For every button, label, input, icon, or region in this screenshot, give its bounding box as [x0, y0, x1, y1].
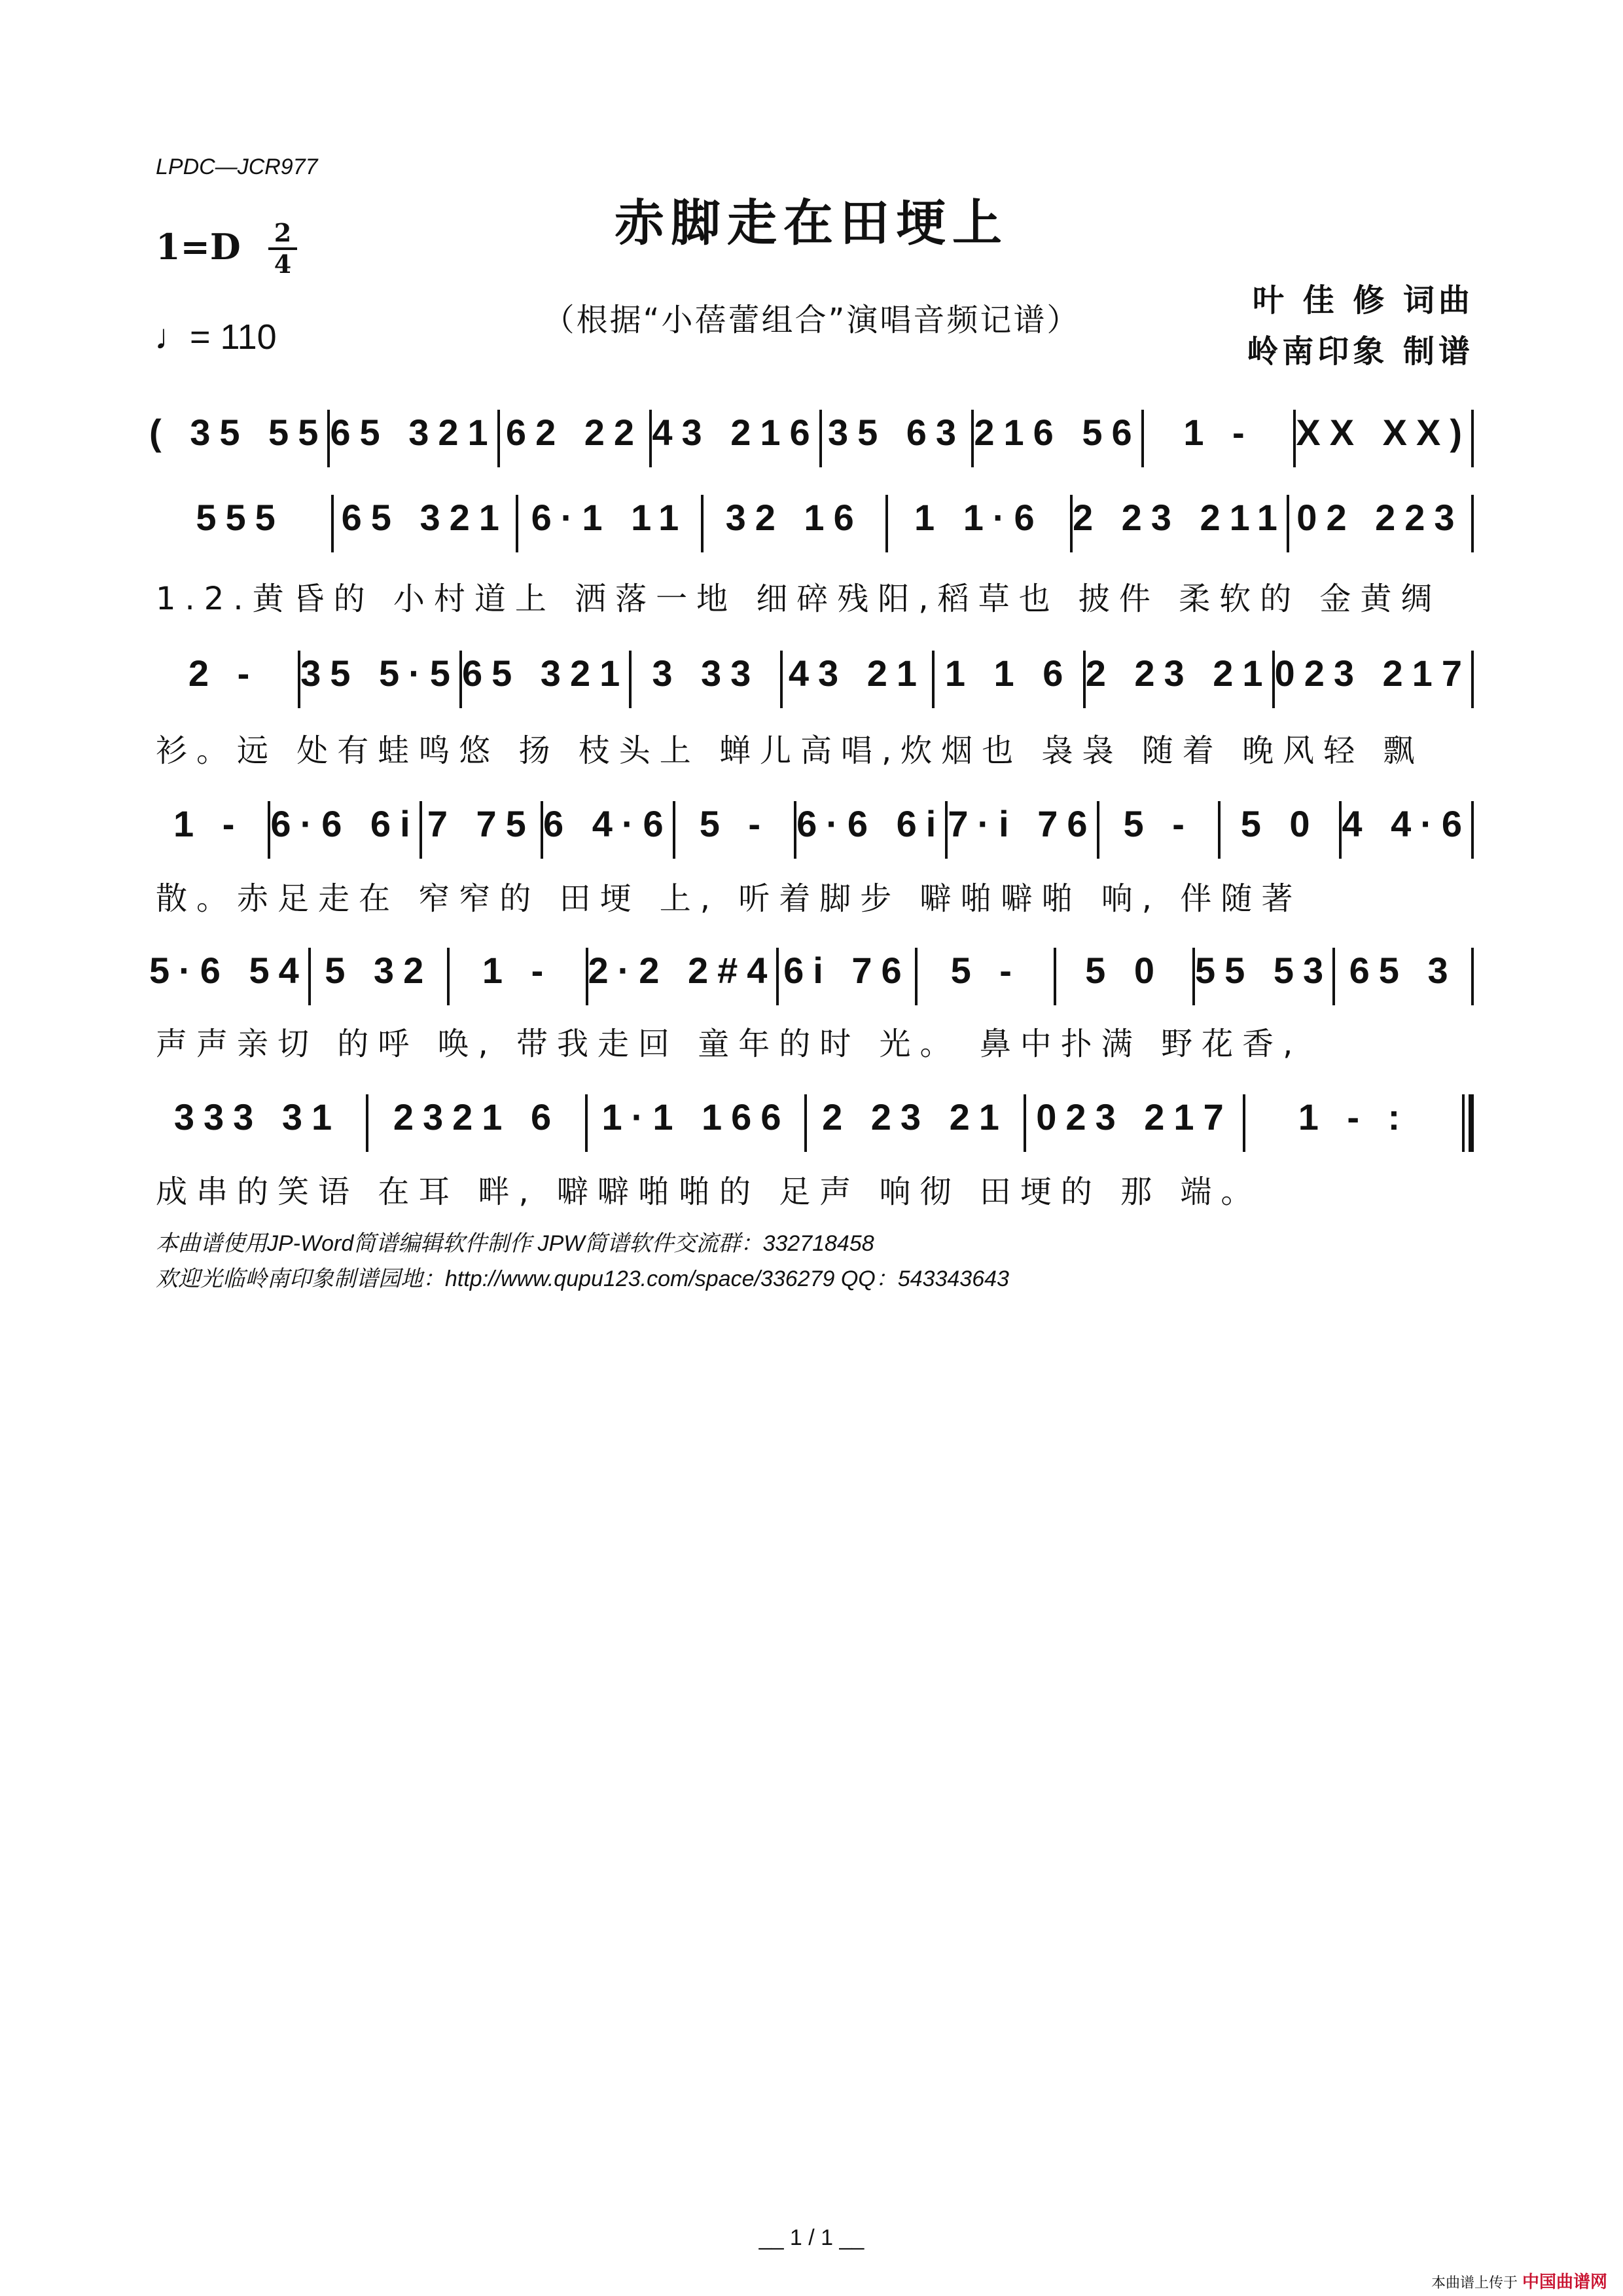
footer-website-note: 欢迎光临岭南印象制谱园地：http://www.qupu123.com/space/336279 QQ：543343643: [156, 1266, 1009, 1291]
lyrics-row-3: 衫。远 处有蛙鸣悠 扬 枝头上 蝉儿高唱,炊烟也 袅袅 随着 晚风轻 飘: [156, 732, 1424, 769]
barline: [1471, 948, 1474, 1005]
measure: 6·6 6i: [796, 803, 946, 844]
measure: 2 23 21: [1085, 653, 1272, 694]
barline: [1471, 801, 1474, 859]
score-row-2: [149, 490, 1474, 555]
measure: 1·1 166: [601, 1096, 791, 1138]
page-number: __ 1 / 1 __: [758, 2225, 865, 2250]
measure: 65 321: [461, 653, 630, 694]
upload-credit: [1431, 2269, 1607, 2293]
measure: 02 223: [1296, 497, 1464, 538]
measure: XX XX): [1296, 412, 1472, 453]
score-code: LPDC—JCR977: [156, 154, 318, 179]
song-title: 赤脚走在田埂上: [615, 194, 1008, 252]
upload-brand: 中国曲谱网: [1522, 2272, 1607, 2292]
score-row-6: [149, 1089, 1474, 1155]
measure: 2 23 21: [822, 1096, 1008, 1138]
measure: 35 5·5: [300, 653, 459, 694]
measure: 4 4·6: [1342, 803, 1471, 844]
score-row-1: [149, 404, 1474, 470]
measure: 555: [196, 497, 285, 538]
barline: [1471, 651, 1474, 708]
measure: 333 31: [173, 1096, 342, 1138]
measure: 1 1·6: [914, 497, 1044, 538]
measure: 5 -: [950, 950, 1021, 991]
measure: 5 0: [1240, 803, 1319, 844]
footer-software-note: 本曲谱使用JP-Word简谱编辑软件制作 JPW简谱软件交流群：332718458: [156, 1231, 874, 1256]
measure: 2 23 211: [1072, 497, 1287, 538]
measure: 216 56: [974, 412, 1141, 453]
measure: 6·6 6i: [270, 803, 419, 844]
lyrics-row-4: 散。赤足走在 窄窄的 田埂 上, 听着脚步 噼啪噼啪 响, 伴随著: [156, 880, 1302, 917]
subtitle: （根据“小蓓蕾组合”演唱音频记谱）: [543, 302, 1080, 338]
final-repeat-barline: [1462, 1094, 1474, 1152]
measure: 5 -: [699, 803, 770, 844]
measure: 1 -: [173, 803, 244, 844]
lyrics-row-6: 成串的笑语 在耳 畔, 噼噼啪啪的 足声 响彻 田埂的 那 端。: [156, 1174, 1262, 1210]
barline: [1471, 495, 1474, 552]
measure: ( 35 55: [149, 412, 328, 453]
tempo-marking: ♩= 110: [154, 317, 277, 357]
measure: 43 21: [788, 653, 927, 694]
time-signature-bottom: 4: [274, 249, 292, 279]
measure: 3 33: [652, 653, 760, 694]
score-row-5: [149, 942, 1474, 1008]
score-row-3: [149, 645, 1474, 711]
measure: 65 321: [330, 412, 497, 453]
credit-notation: 岭南印象 制谱: [1247, 333, 1474, 370]
key-signature: 1=D: [156, 226, 241, 268]
measure: 1 -: [482, 950, 553, 991]
measure: 5 -: [1123, 803, 1194, 844]
measure: 2 -: [188, 653, 259, 694]
credit-lyrics-music: 叶 佳 修 词曲: [1252, 282, 1474, 319]
measure: 7 75: [427, 803, 535, 844]
measure: 6·1 11: [531, 497, 688, 538]
measure: 5 32: [325, 950, 433, 991]
measure: 6 4·6: [543, 803, 673, 844]
lyrics-row-5: 声声亲切 的呼 唤, 带我走回 童年的时 光。 鼻中扑满 野花香,: [156, 1026, 1302, 1062]
measure: 5·6 54: [149, 950, 308, 991]
measure: 7·i 76: [948, 803, 1097, 844]
upload-text: 本曲谱上传于: [1431, 2275, 1518, 2291]
measure: 2·2 2#4: [588, 950, 777, 991]
measure: 023 217: [1036, 1096, 1233, 1138]
measure: 62 22: [505, 412, 644, 453]
measure: 2321 6: [393, 1096, 561, 1138]
measure: 65 321: [341, 497, 508, 538]
measure: 35 63: [827, 412, 966, 453]
measure: 6i 76: [783, 950, 911, 991]
time-signature: [268, 220, 297, 278]
lyrics-row-2: 1.2.黄昏的 小村道上 洒落一地 细碎残阳,稻草也 披件 柔软的 金黄绸: [156, 581, 1442, 617]
measure: 5 0: [1085, 950, 1164, 991]
measure: 1 - :: [1298, 1096, 1410, 1138]
measure: 1 1 6: [944, 653, 1073, 694]
measure: 32 16: [725, 497, 863, 538]
measure: 43 216: [652, 412, 819, 453]
time-signature-top: 2: [274, 218, 292, 247]
score-row-4: [149, 796, 1474, 861]
measure: 023 217: [1274, 653, 1471, 694]
measure: 55 53: [1195, 950, 1333, 991]
measure: 1 -: [1183, 412, 1254, 453]
barline: [1471, 410, 1474, 467]
measure: 65 3: [1349, 950, 1457, 991]
